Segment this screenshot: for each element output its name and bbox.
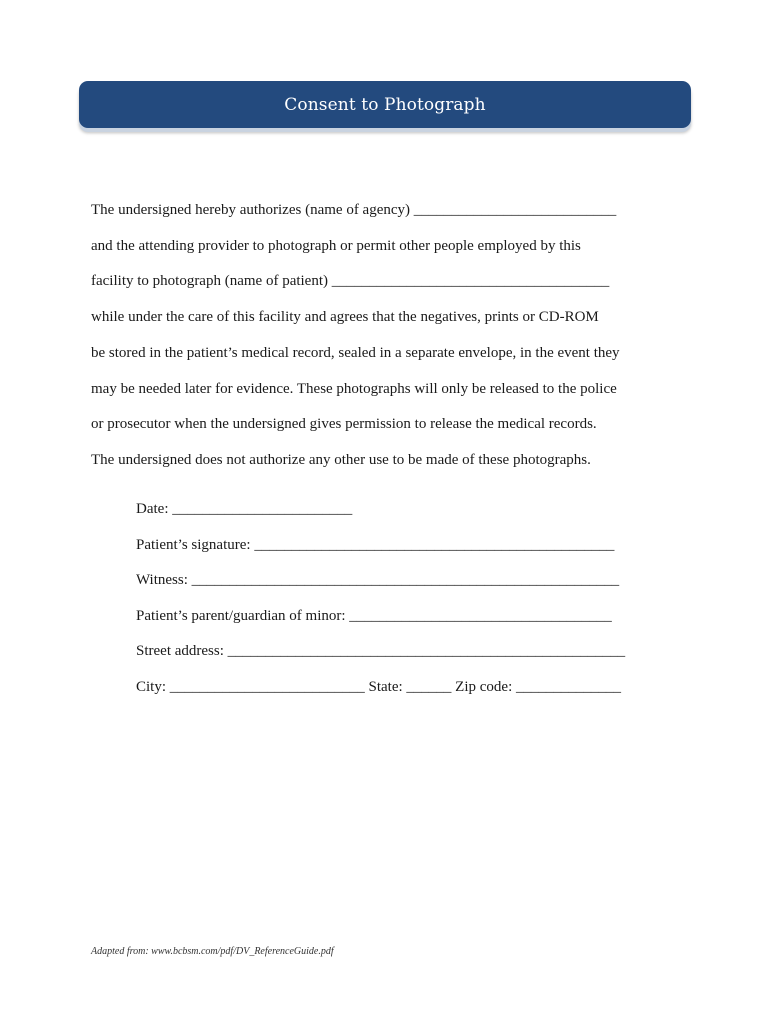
patient-signature-field[interactable]: Patient’s signature: ________________________________________________ bbox=[136, 536, 615, 553]
paragraph-line: The undersigned hereby authorizes (name of agency) ___________________________ bbox=[91, 202, 617, 218]
city-state-zip-field[interactable]: City: __________________________ State: ______ Zip code: ______________ bbox=[136, 678, 621, 695]
witness-field[interactable]: Witness: _________________________________________________________ bbox=[136, 572, 620, 589]
paragraph-line: and the attending provider to photograph or permit other people employed by this bbox=[91, 237, 581, 254]
paragraph-line: The undersigned does not authorize any other use to be made of these photographs. bbox=[91, 451, 591, 468]
title-banner bbox=[79, 81, 691, 128]
street-address-field[interactable]: Street address: _____________________________________________________ bbox=[136, 643, 626, 660]
paragraph-line: may be needed later for evidence. These photographs will only be released to the police bbox=[91, 380, 617, 397]
paragraph-line: be stored in the patient’s medical record, sealed in a separate envelope, in the event they bbox=[91, 344, 620, 361]
source-note: Adapted from: www.bcbsm.com/pdf/DV_ReferenceGuide.pdf bbox=[91, 946, 334, 957]
signature-fields bbox=[136, 492, 656, 706]
paragraph-line: while under the care of this facility and agrees that the negatives, prints or CD-ROM bbox=[91, 309, 599, 326]
date-field[interactable]: Date: ________________________ bbox=[136, 501, 353, 517]
guardian-field[interactable]: Patient’s parent/guardian of minor: ___________________________________ bbox=[136, 607, 612, 624]
consent-paragraph bbox=[91, 193, 711, 479]
paragraph-line: facility to photograph (name of patient) _____________________________________ bbox=[91, 273, 610, 290]
paragraph-line: or prosecutor when the undersigned gives permission to release the medical records. bbox=[91, 416, 597, 433]
page-title: Consent to Photograph bbox=[284, 94, 486, 115]
